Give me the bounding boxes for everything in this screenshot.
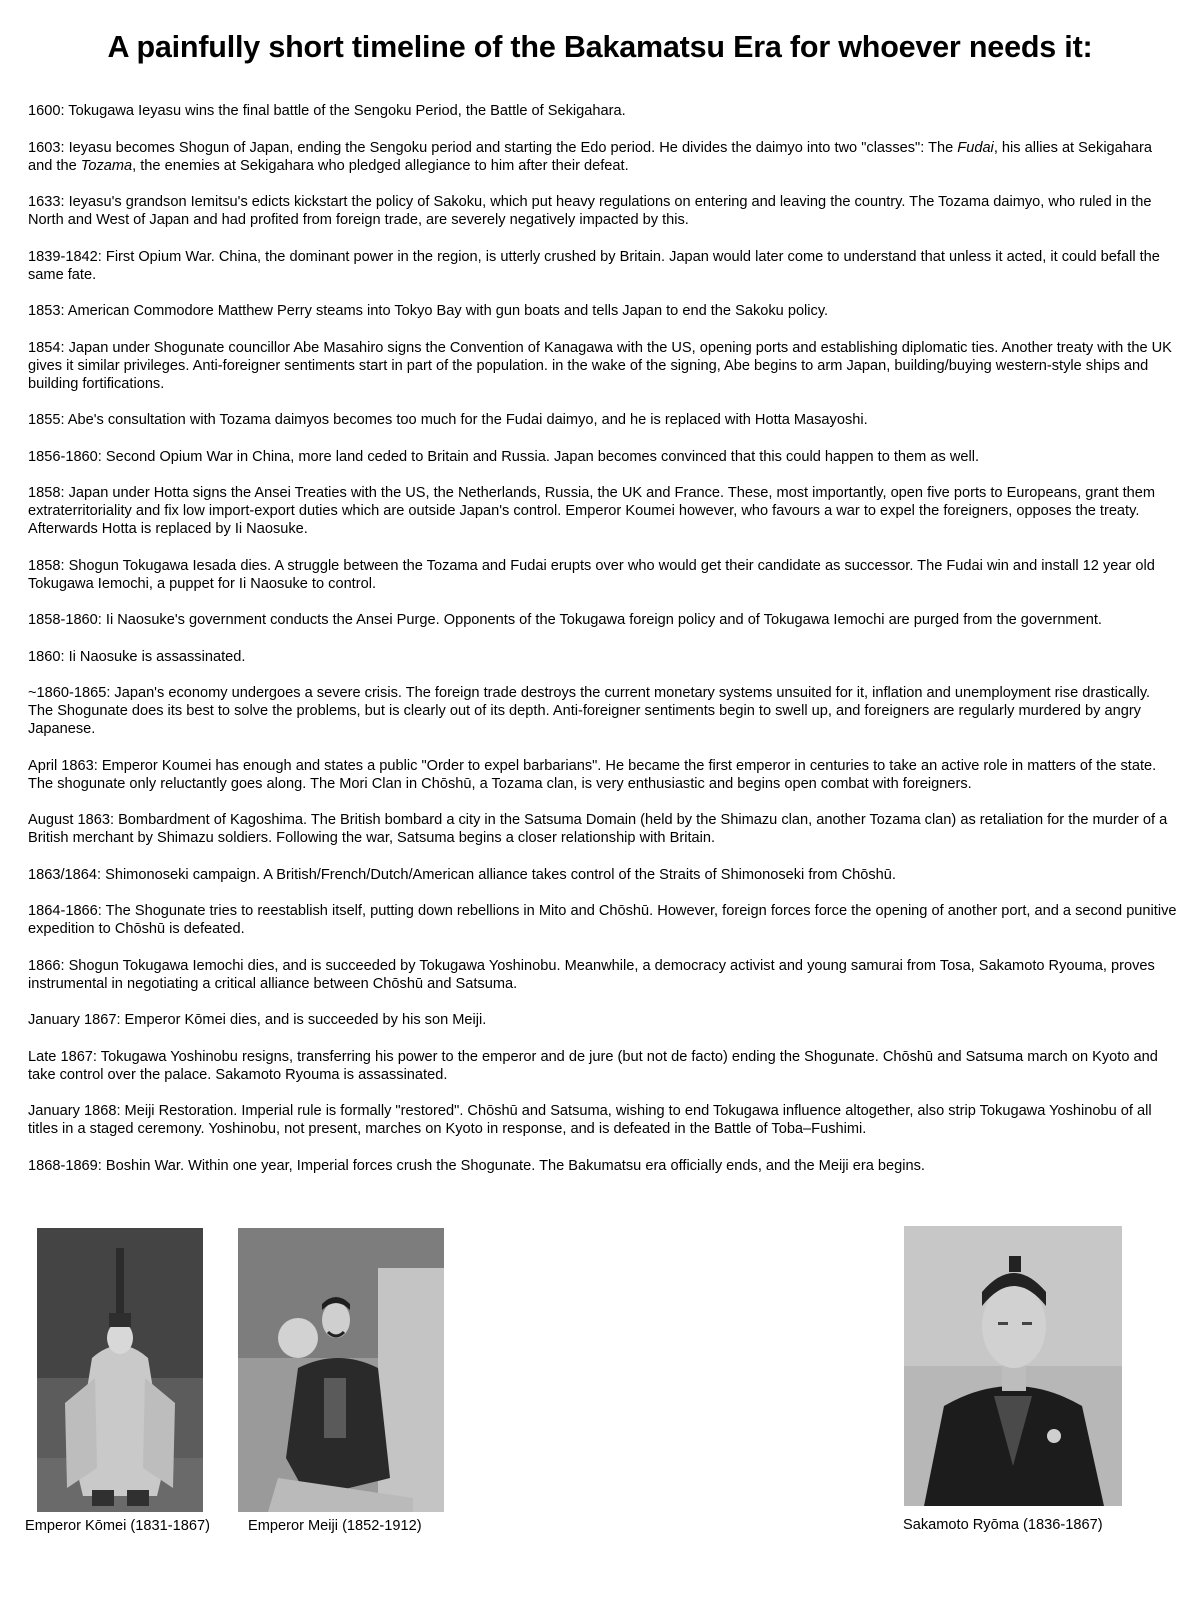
timeline-entry-april-1863: April 1863: Emperor Koumei has enough and states a public "Order to expel barbarians". He became the first emperor in centuries to take an active role in matters of the state. The shogunate only reluctantly goes along. The Mori Clan in Chōshū, a Tozama clan, is very enthusiastic and begins open combat with foreigners.: [28, 757, 1157, 792]
photo-emperor-komei: [37, 1228, 203, 1512]
photo-sakamoto-ryoma: [904, 1226, 1122, 1506]
timeline-entry-1856: 1856-1860: Second Opium War in China, more land ceded to Britain and Russia. Japan becomes convinced that this could happen to them as well.: [28, 448, 980, 465]
photo-emperor-meiji: [238, 1228, 444, 1512]
portrait-emperor-meiji-image: [238, 1228, 444, 1512]
timeline-entry-august-1863: August 1863: Bombardment of Kagoshima. The British bombard a city in the Satsuma Domain (held by the Shimazu clan, another Tozama clan) as retaliation for the murder of a British merchant by Shimazu soldiers. Following the war, Satsuma begins a closer relationship with Britain.: [28, 812, 1168, 846]
page-title: A painfully short timeline of the Bakamatsu Era for whoever needs it:: [107, 30, 1093, 64]
timeline-entry-1633: 1633: Ieyasu's grandson Iemitsu's edicts kickstart the policy of Sakoku, which put heavy regulations on entering and leaving the country. The Tozama daimyo, who ruled in the North and West of Japan and had profited from foreign trade, are severely negatively impacted by this.: [28, 194, 1152, 228]
timeline-entry-1866: 1866: Shogun Tokugawa Iemochi dies, and is succeeded by Tokugawa Yoshinobu. Meanwhile, a democracy activist and young samurai from Tosa, Sakamoto Ryouma, proves instrumental in negotiating a critical alliance between Chōshū and Satsuma.: [28, 957, 1155, 992]
term-tozama: Tozama: [80, 157, 133, 174]
caption-emperor-meiji: Emperor Meiji (1852-1912): [248, 1518, 422, 1534]
timeline-entry-1864-1866: 1864-1866: The Shogunate tries to reestablish itself, putting down rebellions in Mito and Chōshū. However, foreign forces force the opening of another port, and a second punitive expedition to Chōshū is defeated.: [28, 903, 1177, 937]
timeline: [28, 102, 1178, 1193]
timeline-entry-1868-1869: 1868-1869: Boshin War. Within one year, Imperial forces crush the Shogunate. The Bakumatsu era officially ends, and the Meiji era begins.: [28, 1157, 925, 1174]
timeline-entry-1860-1865: ~1860-1865: Japan's economy undergoes a severe crisis. The foreign trade destroys the current monetary systems unsuited for it, inflation and unemployment rise drastically. The Shogunate does its best to solve the problems, but is clearly out of its depth. Anti-foreigner sentiments begin to swell up, and foreigners are regularly murdered by angry Japanese.: [28, 685, 1151, 737]
portrait-sakamoto-ryoma-image: [904, 1226, 1122, 1506]
timeline-entry-1603: 1603: Ieyasu becomes Shogun of Japan, ending the Sengoku period and starting the Edo period. He divides the daimyo into two "classes": The Fudai, his allies at Sekigahara and the Tozama, the enemies at Sekigahara who pledged allegiance to him after their defeat.: [28, 139, 1152, 174]
timeline-entry-january-1867: January 1867: Emperor Kōmei dies, and is succeeded by his son Meiji.: [28, 1012, 487, 1028]
timeline-entry-1853: 1853: American Commodore Matthew Perry steams into Tokyo Bay with gun boats and tells Japan to end the Sakoku policy.: [28, 303, 829, 319]
timeline-entry-january-1868: January 1868: Meiji Restoration. Imperial rule is formally "restored". Chōshū and Satsuma, wishing to end Tokugawa influence altogether, also strip Tokugawa Yoshinobu of all titles in a staged ceremony. Yoshinobu, not present, marches on Kyoto in response, and is defeated in the Battle of Toba–Fushimi.: [28, 1103, 1152, 1137]
term-fudai: Fudai: [957, 139, 994, 156]
timeline-entry-1600: 1600: Tokugawa Ieyasu wins the final battle of the Sengoku Period, the Battle of Sekigahara.: [28, 103, 626, 119]
timeline-entry-1839: 1839-1842: First Opium War. China, the dominant power in the region, is utterly crushed by Britain. Japan would later come to understand that unless it acted, it could befall the same fate.: [28, 248, 1160, 283]
timeline-entry-1858-succession: 1858: Shogun Tokugawa Iesada dies. A struggle between the Tozama and Fudai erupts over who would get their candidate as successor. The Fudai win and install 12 year old Tokugawa Iemochi, a puppet for Ii Naosuke to control.: [28, 557, 1155, 592]
timeline-entry-1858-treaties: 1858: Japan under Hotta signs the Ansei Treaties with the US, the Netherlands, Russia, the UK and France. These, most importantly, open five ports to Europeans, grant them extraterritoriality and fix low import-export duties which are outside Japan's control. Emperor Koumei however, who favours a war to expel the foreigners, opposes the treaty. Afterwards Hotta is replaced by Ii Naosuke.: [28, 485, 1156, 537]
portrait-emperor-komei-image: [37, 1228, 203, 1512]
timeline-entry-late-1867: Late 1867: Tokugawa Yoshinobu resigns, transferring his power to the emperor and de jure (but not de facto) ending the Shogunate. Chōshū and Satsuma march on Kyoto and take control over the palace. Sakamoto Ryouma is assassinated.: [28, 1048, 1158, 1083]
timeline-entry-1854: 1854: Japan under Shogunate councillor Abe Masahiro signs the Convention of Kanagawa with the US, opening ports and establishing diplomatic ties. Another treaty with the UK gives it similar privileges. Anti-foreigner sentiments start in part of the population. in the wake of the signing, Abe begins to arm Japan, building/buying western-style ships and building fortifications.: [28, 339, 1172, 392]
timeline-entry-1860: 1860: Ii Naosuke is assassinated.: [28, 648, 246, 665]
timeline-entry-1855: 1855: Abe's consultation with Tozama daimyos becomes too much for the Fudai daimyo, and he is replaced with Hotta Masayoshi.: [28, 412, 868, 428]
timeline-entry-1863-1864: 1863/1864: Shimonoseki campaign. A British/French/Dutch/American alliance takes control of the Straits of Shimonoseki from Chōshū.: [28, 866, 896, 883]
caption-emperor-komei: Emperor Kōmei (1831-1867): [25, 1518, 210, 1534]
timeline-entry-1858-purge: 1858-1860: Ii Naosuke's government conducts the Ansei Purge. Opponents of the Tokugawa foreign policy and of Tokugawa Iemochi are purged from the government.: [28, 612, 1102, 628]
caption-sakamoto-ryoma: Sakamoto Ryōma (1836-1867): [903, 1517, 1103, 1533]
